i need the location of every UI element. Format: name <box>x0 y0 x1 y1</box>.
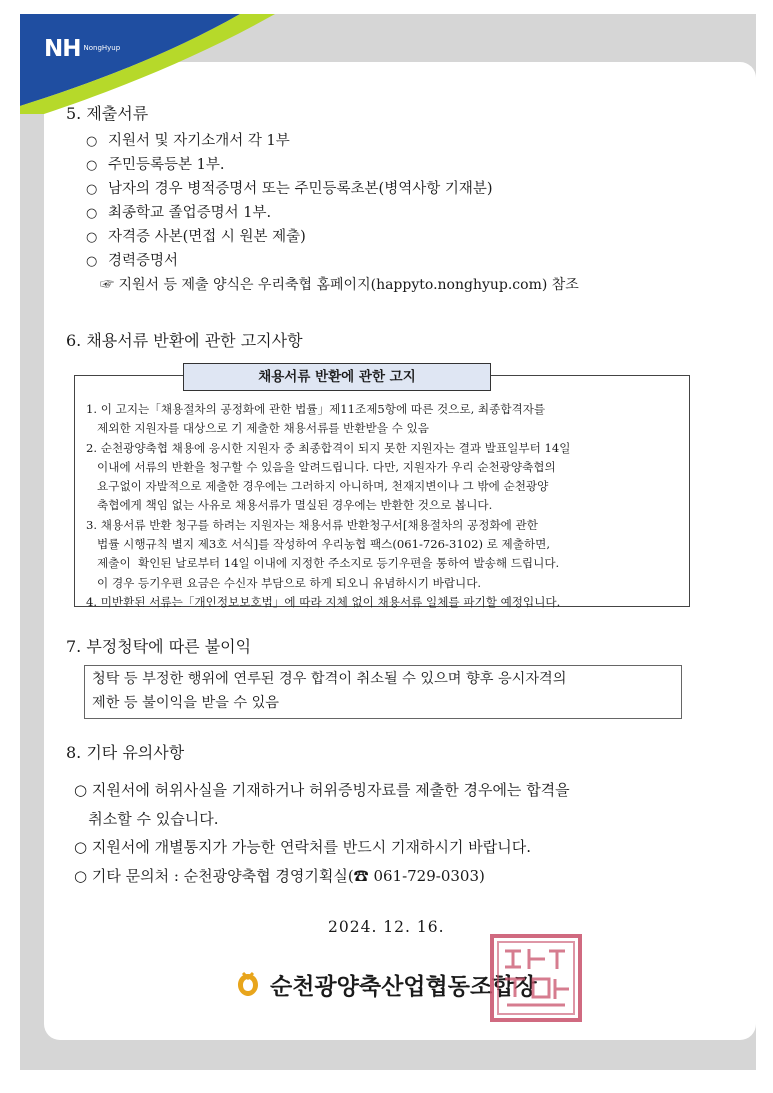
organization-name: 순천광양축산업협동조합장 <box>270 974 537 1000</box>
notice-line: 이내에 서류의 반환을 청구할 수 있음을 알려드립니다. 다만, 지원자가 우리 순천광양축협의 <box>86 459 556 474</box>
bullet-icon: ○ <box>86 206 98 221</box>
notice-line: 4. 미반환된 서류는「개인정보보호법」에 따라 지체 없이 채용서류 일체를 파기할 예정입니다. <box>86 594 561 609</box>
bullet-icon: ○ <box>86 182 98 197</box>
notice-line: 축협에게 책임 없는 사유로 채용서류가 멸실된 경우에는 반환한 것으로 봅니다. <box>86 498 493 513</box>
list-item <box>86 129 493 153</box>
notice-box-title: 채용서류 반환에 관한 고지 <box>183 363 491 391</box>
issue-date: 2024. 12. 16. <box>328 918 445 936</box>
logo-main: NH <box>44 36 81 62</box>
section7-title: 7. 부정청탁에 따른 불이익 <box>66 637 252 656</box>
form-reference-note: ☞ 지원서 등 제출 양식은 우리축협 홈페이지(happyto.nonghyup.com) 참조 <box>100 277 579 293</box>
notice-line: 3. 채용서류 반환 청구를 하려는 지원자는 채용서류 반환청구서[채용절차의 공정화에 관한 <box>86 517 538 532</box>
section6-title: 6. 채용서류 반환에 관한 고지사항 <box>66 331 303 350</box>
logo-sub: NongHyup <box>83 44 121 52</box>
list-item-text: 주민등록등본 1부. <box>108 157 225 173</box>
notice-line: 제외한 지원자를 대상으로 기 제출한 채용서류를 반환받을 수 있음 <box>86 421 429 436</box>
list-item-text: 지원서 및 자기소개서 각 1부 <box>108 133 290 149</box>
notice-line: 이 경우 등기우편 요금은 수신자 부담으로 하게 되오니 유념하시기 바랍니다. <box>86 575 482 590</box>
notice-line: 요구없이 자발적으로 제출한 경우에는 그러하지 아니하며, 천재지변이나 그 밖에 순천광양 <box>86 479 549 494</box>
solicitation-text <box>92 667 682 715</box>
solicitation-line: 제한 등 불이익을 받을 수 있음 <box>92 695 280 711</box>
section5-list <box>86 129 493 273</box>
section8-list <box>74 776 570 890</box>
list-item <box>86 225 493 249</box>
solicitation-line: 청탁 등 부정한 행위에 연루된 경우 합격이 취소될 수 있으며 향후 응시자격의 <box>92 671 567 687</box>
section5-title: 5. 제출서류 <box>66 104 149 123</box>
list-item <box>86 249 493 273</box>
section8-title: 8. 기타 유의사항 <box>66 743 185 762</box>
list-item: 취소할 수 있습니다. <box>74 809 219 828</box>
notice-line: 법률 시행규칙 별지 제3호 서식]를 작성하여 우리농협 팩스(061-726-3102) 로 제출하면, <box>86 537 551 552</box>
official-seal-icon <box>489 933 583 1023</box>
bullet-icon: ○ <box>86 158 98 173</box>
bullet-icon: ○ <box>86 134 98 149</box>
list-item: ○ 지원서에 개별통지가 가능한 연락처를 반드시 기재하시기 바랍니다. <box>74 838 531 856</box>
list-item: ○ 기타 문의처 : 순천광양축협 경영기획실(☎ 061-729-0303) <box>74 866 485 885</box>
list-item-text: 최종학교 졸업증명서 1부. <box>108 205 272 221</box>
notice-line: 1. 이 고지는「채용절차의 공정화에 관한 법률」제11조제5항에 따른 것으로, 최종합격자를 <box>86 402 546 416</box>
list-item <box>86 201 493 225</box>
list-item: ○ 지원서에 허위사실을 기재하거나 허위증빙자료를 제출한 경우에는 합격을 <box>74 781 570 799</box>
cooperative-mark-icon <box>234 970 262 998</box>
list-item <box>86 177 493 201</box>
bullet-icon: ○ <box>86 230 98 245</box>
notice-line: 제출이 확인된 날로부터 14일 이내에 지정한 주소지로 등기우편을 통하여 발송해 드립니다. <box>86 556 560 571</box>
list-item-text: 경력증명서 <box>108 253 179 269</box>
list-item-text: 남자의 경우 병적증명서 또는 주민등록초본(병역사항 기재분) <box>108 181 493 197</box>
list-item <box>86 153 493 177</box>
bullet-icon: ○ <box>86 254 98 269</box>
notice-line: 2. 순천광양축협 채용에 응시한 지원자 중 최종합격이 되지 못한 지원자는 결과 발표일부터 14일 <box>86 440 571 455</box>
notice-list <box>86 400 686 612</box>
list-item-text: 자격증 사본(면접 시 원본 제출) <box>108 229 306 245</box>
